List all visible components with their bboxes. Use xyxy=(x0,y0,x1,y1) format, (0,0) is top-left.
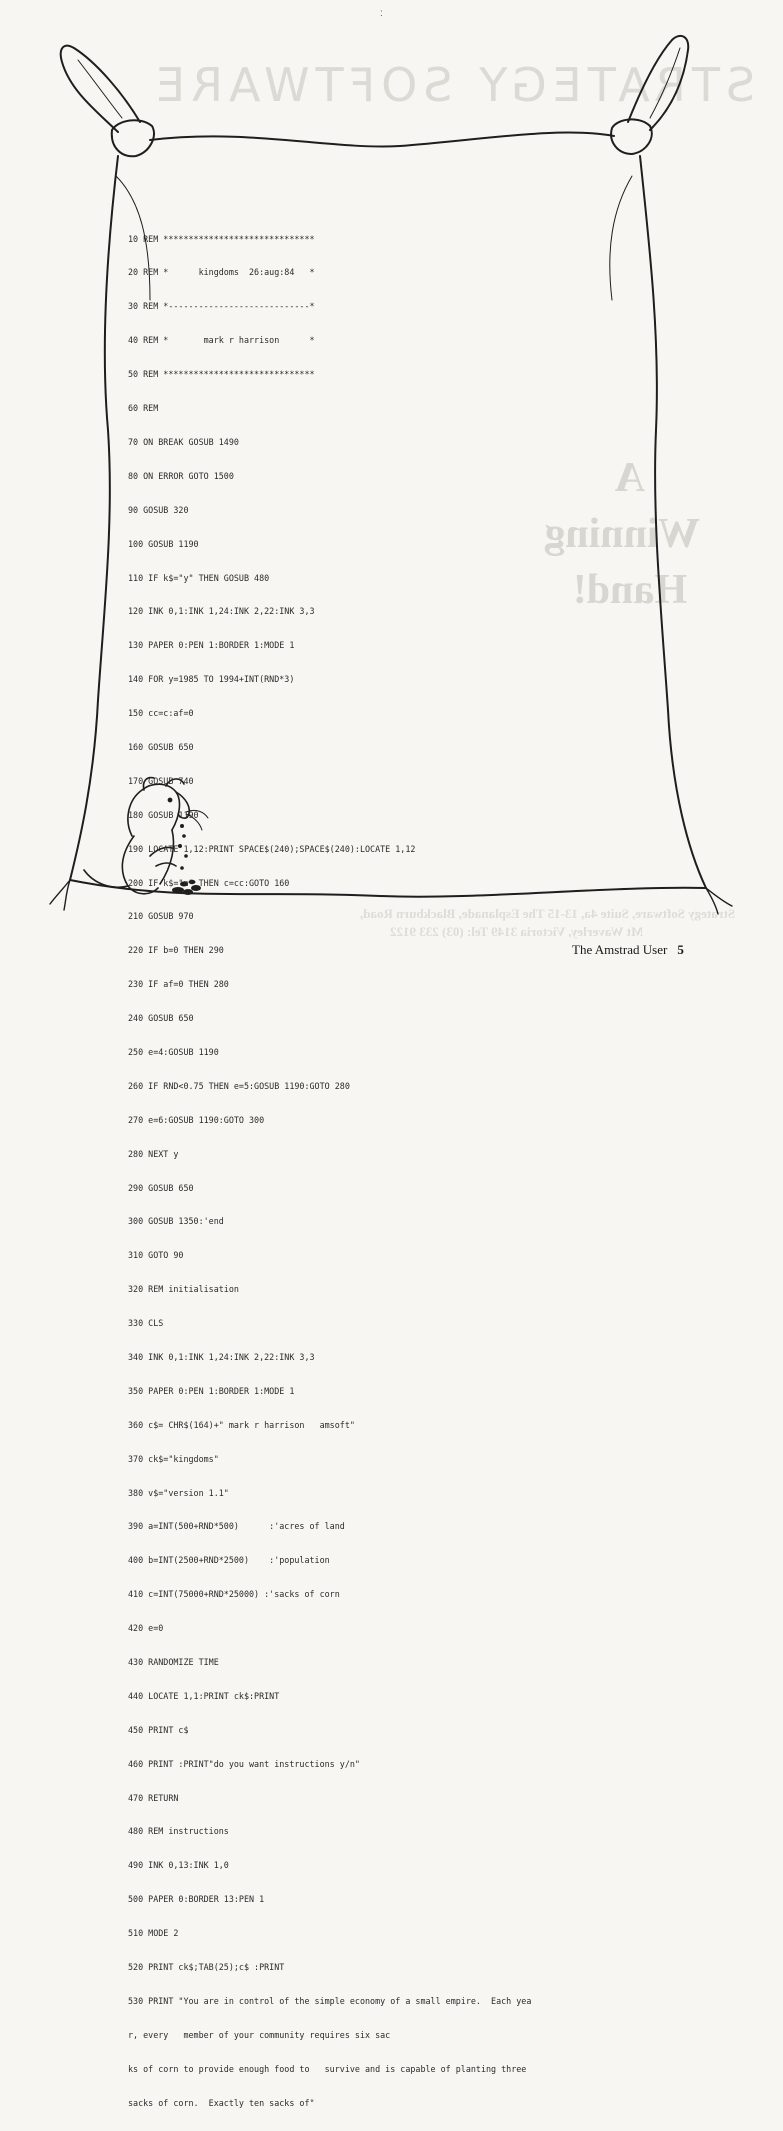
code-line: 310 GOTO 90 xyxy=(128,1250,184,1261)
code-line: 220 IF b=0 THEN 290 xyxy=(128,945,224,956)
sack-left-knot xyxy=(112,120,154,156)
bleed-through-headline-line: A xyxy=(614,455,646,501)
code-line: 100 GOSUB 1190 xyxy=(128,538,199,549)
code-line: 210 GOSUB 970 xyxy=(128,911,194,922)
code-line: 300 GOSUB 1350:'end xyxy=(128,1216,224,1227)
code-line: 360 c$= CHR$(164)+" mark r harrison amsoft" xyxy=(128,1419,355,1430)
basic-program-listing xyxy=(128,211,648,2131)
code-line: 500 PAPER 0:BORDER 13:PEN 1 xyxy=(128,1894,265,1905)
code-line: 460 PRINT :PRINT"do you want instructions y/n" xyxy=(128,1758,360,1769)
code-line: 50 REM ****************************** xyxy=(128,369,315,380)
code-line: 20 REM * kingdoms 26:aug:84 * xyxy=(128,267,315,278)
code-line: 230 IF af=0 THEN 280 xyxy=(128,979,229,990)
code-line: 150 cc=c:af=0 xyxy=(128,708,194,719)
code-line: 120 INK 0,1:INK 1,24:INK 2,22:INK 3,3 xyxy=(128,606,315,617)
code-line: ks of corn to provide enough food to survive and is capable of planting three xyxy=(128,2063,527,2074)
page-footer xyxy=(572,942,684,958)
code-line: 40 REM * mark r harrison * xyxy=(128,335,315,346)
bleed-through-banner: STRATEGY SOFTWARE xyxy=(150,58,756,112)
code-line: 380 v$="version 1.1" xyxy=(128,1487,229,1498)
code-line: 80 ON ERROR GOTO 1500 xyxy=(128,470,234,481)
code-line: 470 RETURN xyxy=(128,1792,179,1803)
code-line: 160 GOSUB 650 xyxy=(128,741,194,752)
code-line: 180 GOSUB 1190 xyxy=(128,809,199,820)
code-line: 70 ON BREAK GOSUB 1490 xyxy=(128,436,239,447)
code-line: 30 REM *----------------------------* xyxy=(128,301,315,312)
code-line: 520 PRINT ck$;TAB(25);c$ :PRINT xyxy=(128,1962,285,1973)
code-line: sacks of corn. Exactly ten sacks of" xyxy=(128,2097,315,2108)
code-line: 410 c=INT(75000+RND*25000) :'sacks of corn xyxy=(128,1589,340,1600)
code-line: 370 ck$="kingdoms" xyxy=(128,1453,219,1464)
stray-mark: : xyxy=(380,8,383,19)
sack-right-side xyxy=(640,156,706,888)
code-line: 200 IF k$="n" THEN c=cc:GOTO 160 xyxy=(128,877,290,888)
bleed-through-headline-line: Winning xyxy=(544,511,700,557)
code-line: 170 GOSUB 740 xyxy=(128,775,194,786)
code-line: 510 MODE 2 xyxy=(128,1928,179,1939)
code-line: 490 INK 0,13:INK 1,0 xyxy=(128,1860,229,1871)
code-line: 350 PAPER 0:PEN 1:BORDER 1:MODE 1 xyxy=(128,1385,295,1396)
code-line: 400 b=INT(2500+RND*2500) :'population xyxy=(128,1555,330,1566)
code-line: r, every member of your community requires six sac xyxy=(128,2029,391,2040)
code-line: 140 FOR y=1985 TO 1994+INT(RND*3) xyxy=(128,674,295,685)
code-line: 110 IF k$="y" THEN GOSUB 480 xyxy=(128,572,270,583)
code-line: 250 e=4:GOSUB 1190 xyxy=(128,1046,219,1057)
magazine-title: The Amstrad User xyxy=(572,942,668,957)
code-line: 450 PRINT c$ xyxy=(128,1724,189,1735)
code-line: 480 REM instructions xyxy=(128,1826,229,1837)
page-number: 5 xyxy=(677,942,684,957)
code-line: 190 LOCATE 1,12:PRINT SPACE$(240);SPACE$(240):LOCATE 1,12 xyxy=(128,843,416,854)
code-line: 270 e=6:GOSUB 1190:GOTO 300 xyxy=(128,1114,265,1125)
code-line: 330 CLS xyxy=(128,1318,164,1329)
sack-top-edge xyxy=(150,133,614,147)
code-line: 280 NEXT y xyxy=(128,1148,179,1159)
code-line: 130 PAPER 0:PEN 1:BORDER 1:MODE 1 xyxy=(128,640,295,651)
code-line: 430 RANDOMIZE TIME xyxy=(128,1657,219,1667)
code-line: 320 REM initialisation xyxy=(128,1284,239,1295)
code-line: 260 IF RND<0.75 THEN e=5:GOSUB 1190:GOTO 280 xyxy=(128,1080,350,1091)
code-line: 90 GOSUB 320 xyxy=(128,504,189,515)
bleed-through-headline-line: Hand! xyxy=(572,567,688,613)
sack-left-side xyxy=(70,156,118,880)
code-line: 340 INK 0,1:INK 1,24:INK 2,22:INK 3,3 xyxy=(128,1351,315,1362)
code-line: 240 GOSUB 650 xyxy=(128,1013,194,1024)
code-line: 390 a=INT(500+RND*500) :'acres of land xyxy=(128,1521,345,1532)
code-line: 440 LOCATE 1,1:PRINT ck$:PRINT xyxy=(128,1690,280,1701)
sack-right-knot xyxy=(611,119,652,154)
code-line: 290 GOSUB 650 xyxy=(128,1182,194,1193)
code-line: 530 PRINT "You are in control of the simple economy of a small empire. Each yea xyxy=(128,1995,532,2006)
bleed-through-address-2: Mt Waverley, Victoria 3149 Tel: (03) 233 9122 xyxy=(390,924,644,939)
code-line: 10 REM ****************************** xyxy=(128,233,315,244)
bleed-through-address: Strategy Software, Suite 4a, 13-15 The Esplanade, Blackburn Road, xyxy=(360,906,736,921)
code-line: 420 e=0 xyxy=(128,1623,164,1634)
code-line: 60 REM xyxy=(128,403,159,414)
